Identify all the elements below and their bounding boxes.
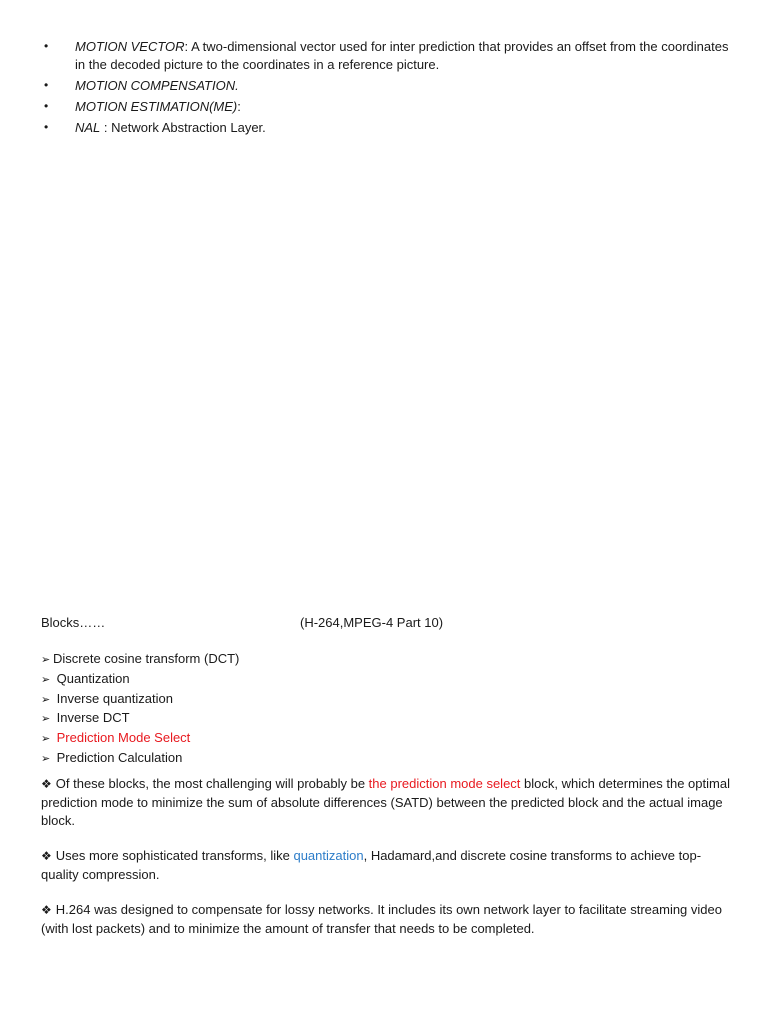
definition-term: MOTION VECTOR: [75, 39, 185, 54]
block-item-label: Inverse DCT: [53, 710, 130, 726]
block-item: [41, 670, 239, 690]
bullet-icon: •: [44, 39, 49, 53]
diamond-bullet-icon: ❖: [41, 849, 52, 863]
block-item-label: Inverse quantization: [53, 690, 173, 706]
block-item: [41, 729, 239, 749]
block-item-label: Quantization: [53, 670, 130, 686]
standard-label: (H-264,MPEG-4 Part 10): [300, 615, 444, 630]
definition-term: NAL: [75, 119, 101, 135]
bullet-icon: •: [44, 98, 49, 113]
arrow-bullet-icon: ➢: [41, 713, 51, 726]
diamond-bullet-icon: ❖: [41, 777, 52, 791]
paragraph-lossy-networks: [41, 901, 731, 938]
bullet-icon: •: [44, 77, 49, 92]
arrow-bullet-icon: ➢: [41, 733, 51, 746]
paragraph-text: H.264 was designed to compensate for lossy networks. It includes its own network layer to facilitate streaming video (with lost packets) and to minimize the amount of transfer that needs to be completed.: [41, 902, 722, 936]
definition-separator: :: [184, 39, 189, 54]
paragraph-highlight: the prediction mode select: [368, 776, 521, 791]
block-item-label: Discrete cosine transform (DCT): [53, 651, 240, 666]
definition-separator: :: [237, 98, 241, 114]
block-item: [41, 709, 239, 729]
definition-item: [40, 119, 730, 137]
block-item: [41, 650, 239, 670]
definition-item: [40, 77, 730, 95]
paragraph-highlight: quantization: [293, 848, 364, 863]
definition-separator: :: [100, 119, 108, 135]
block-item: [41, 690, 239, 710]
blocks-heading-row: [41, 614, 444, 631]
definition-term: MOTION COMPENSATION.: [75, 77, 239, 93]
block-item-label: Prediction Calculation: [53, 749, 183, 765]
definition-text: A two-dimensional vector used for inter prediction that provides an offset from the coordinates in the decoded picture to the coordinates in a reference picture.: [75, 39, 729, 72]
arrow-bullet-icon: ➢: [41, 673, 51, 686]
block-item: [41, 749, 239, 769]
definitions-list: [40, 38, 730, 140]
definition-item: [40, 38, 730, 73]
definition-term: MOTION ESTIMATION(ME): [75, 98, 238, 114]
definition-item: [40, 98, 730, 116]
paragraph-transforms: [41, 847, 731, 884]
paragraph-text: Of these blocks, the most challenging will probably be: [55, 776, 369, 791]
arrow-bullet-icon: ➢: [41, 752, 51, 765]
arrow-bullet-icon: ➢: [41, 693, 51, 706]
blocks-heading: Blocks……: [41, 615, 106, 630]
bullet-icon: •: [44, 119, 49, 134]
paragraph-prediction-mode: [41, 775, 731, 829]
paragraph-text: Uses more sophisticated transforms, like: [55, 848, 294, 863]
arrow-bullet-icon: ➢: [41, 654, 51, 666]
blocks-list: [41, 650, 239, 769]
diamond-bullet-icon: ❖: [41, 903, 52, 917]
definition-text: Network Abstraction Layer.: [107, 119, 266, 135]
paragraph-text: , Hadamard,and discrete cosine transforms to achieve top-quality compression.: [41, 848, 702, 882]
paragraph-text: block, which determines the optimal prediction mode to minimize the sum of absolute differences (SATD) between the predicted block and the actual image block.: [41, 776, 730, 828]
block-item-label-highlighted: Prediction Mode Select: [53, 730, 191, 746]
